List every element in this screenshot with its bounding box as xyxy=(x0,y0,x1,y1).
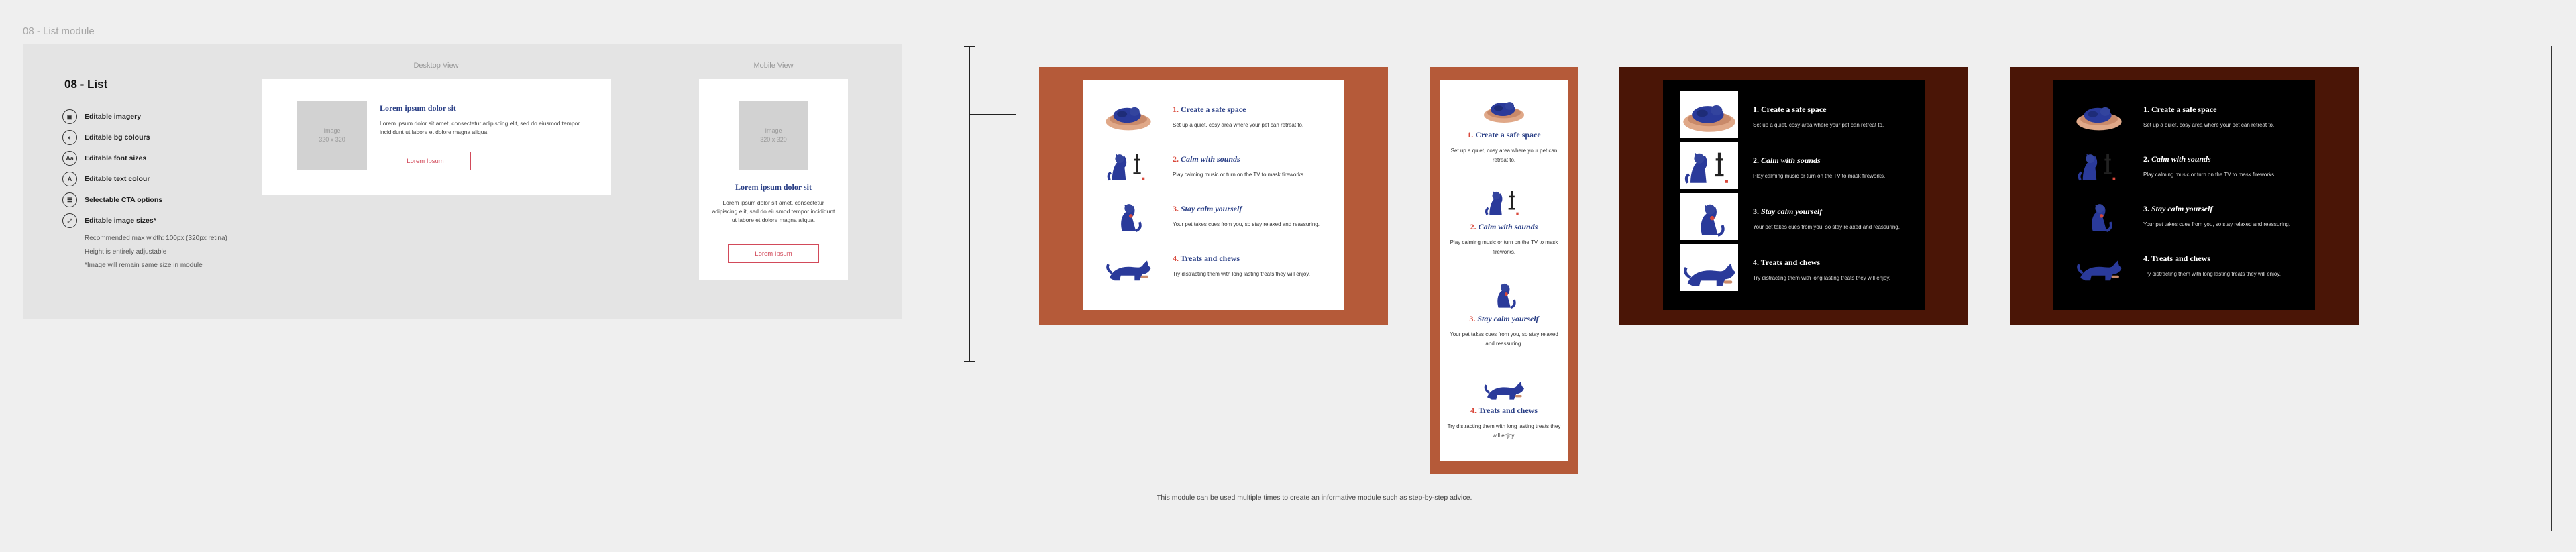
step-title xyxy=(1173,204,1334,214)
step-title xyxy=(2143,204,2304,214)
step-title-text: Treats and chews xyxy=(2151,254,2211,263)
frame-title: 08 - List module xyxy=(23,25,95,37)
list-card xyxy=(2053,80,2315,310)
image-size-icon: ⤢ xyxy=(62,213,77,228)
step-description: Your pet takes cues from you, so stay relaxed and reassuring. xyxy=(1173,221,1320,227)
text-colour-icon: A xyxy=(62,172,77,186)
feature-label: Editable image sizes* xyxy=(85,217,156,225)
connector-line xyxy=(969,47,970,362)
dog-sitting-icon xyxy=(1680,193,1738,240)
step-title-text: Stay calm yourself xyxy=(1477,314,1539,323)
step-description: Try distracting them with long lasting treats they will enjoy. xyxy=(1173,271,1310,277)
step-title xyxy=(1753,207,1914,217)
connector-cap xyxy=(964,361,975,362)
step-description: Play calming music or turn on the TV to mask fireworks. xyxy=(1753,173,1886,179)
step-title-text: Create a safe space xyxy=(2151,105,2217,114)
step-number: 4. xyxy=(1753,258,1759,267)
step-number: 1. xyxy=(1173,105,1179,114)
step-description: Set up a quiet, cosy area where your pet can retreat to. xyxy=(1450,148,1558,163)
placeholder-label: Image xyxy=(323,127,341,134)
feature-label: Editable font sizes xyxy=(85,154,147,162)
step-description: Set up a quiet, cosy area where your pet can retreat to. xyxy=(1173,122,1304,128)
step-title xyxy=(1753,105,1914,115)
step-number: 2. xyxy=(1753,156,1759,165)
step-description: Your pet takes cues from you, so stay relaxed and reassuring. xyxy=(2143,221,2290,227)
step-title-text: Treats and chews xyxy=(1180,254,1240,263)
desktop-view-label: Desktop View xyxy=(413,62,459,70)
step-number: 4. xyxy=(1173,254,1179,263)
step-title xyxy=(2143,105,2304,115)
feature-label: Selectable CTA options xyxy=(85,196,163,204)
step-number: 3. xyxy=(2143,204,2149,213)
font-size-icon: Aa xyxy=(62,151,77,166)
connector-line xyxy=(969,114,1016,115)
step-title-text: Calm with sounds xyxy=(1181,154,1240,164)
step-description: Try distracting them with long lasting treats they will enjoy. xyxy=(1753,275,1890,281)
dog-sitting-icon xyxy=(1477,276,1531,310)
feature-item xyxy=(62,109,141,125)
desktop-card xyxy=(262,79,611,195)
step-number: 1. xyxy=(1467,130,1474,140)
step-title xyxy=(1445,222,1563,232)
dog-tv-icon xyxy=(1477,184,1531,218)
step-title-text: Calm with sounds xyxy=(1478,222,1538,231)
example-brown xyxy=(2010,67,2359,325)
desktop-body: Lorem ipsum dolor sit amet, consectetur adipiscing elit, sed do eiusmod tempor incididunt ut labore et dolore magna aliqua. xyxy=(380,120,580,135)
dog-sitting-icon xyxy=(1103,196,1154,233)
step-number: 3. xyxy=(1173,204,1179,213)
step-description: Play calming music or turn on the TV to mask fireworks. xyxy=(2143,172,2276,178)
step-description: Your pet takes cues from you, so stay relaxed and reassuring. xyxy=(1450,331,1558,347)
step-number: 3. xyxy=(1753,207,1759,216)
step-title xyxy=(1173,254,1334,264)
step-title xyxy=(1445,406,1563,416)
step-description: Play calming music or turn on the TV to mask fireworks. xyxy=(1450,239,1558,255)
step-title xyxy=(2143,254,2304,264)
step-number: 3. xyxy=(1469,314,1476,323)
image-placeholder xyxy=(739,101,808,170)
dog-sitting-icon xyxy=(2074,196,2125,233)
list-card xyxy=(1440,80,1568,461)
step-title-text: Calm with sounds xyxy=(1761,156,1821,165)
placeholder-size: 320 x 320 xyxy=(319,136,345,143)
step-number: 1. xyxy=(1753,105,1759,114)
list-card xyxy=(1663,80,1925,310)
step-title-text: Stay calm yourself xyxy=(2151,204,2213,213)
step-description: Set up a quiet, cosy area where your pet can retreat to. xyxy=(2143,122,2275,128)
spec-title: 08 - List xyxy=(64,78,108,91)
spec-note: Height is entirely adjustable xyxy=(85,248,167,256)
dog-chew-icon xyxy=(1477,368,1531,402)
step-number: 2. xyxy=(1470,222,1477,231)
step-title-text: Calm with sounds xyxy=(2151,154,2211,164)
step-title-text: Stay calm yourself xyxy=(1761,207,1823,216)
feature-item xyxy=(62,213,156,229)
dog-chew-icon xyxy=(2074,245,2125,283)
placeholder-label: Image xyxy=(765,127,782,134)
cta-button[interactable]: Lorem Ipsum xyxy=(728,244,819,263)
spec-note: Recommended max width: 100px (320px retina) xyxy=(85,235,227,242)
mobile-card xyxy=(699,79,848,280)
step-title xyxy=(1173,105,1334,115)
step-number: 2. xyxy=(1173,154,1179,164)
step-title xyxy=(2143,154,2304,164)
example-brown-boxed xyxy=(1619,67,1968,325)
step-description: Try distracting them with long lasting treats they will enjoy. xyxy=(1447,423,1561,439)
feature-label: Editable bg colours xyxy=(85,133,150,142)
step-number: 2. xyxy=(2143,154,2149,164)
feature-label: Editable text colour xyxy=(85,175,150,183)
pet-bed-icon xyxy=(1477,93,1531,126)
step-number: 4. xyxy=(2143,254,2149,263)
caption: This module can be used multiple times to create an informative module such as step-by-step advice. xyxy=(1157,494,1472,502)
dog-tv-icon xyxy=(1103,146,1154,184)
placeholder-size: 320 x 320 xyxy=(760,136,787,143)
example-orange-desktop xyxy=(1039,67,1388,325)
feature-item xyxy=(62,171,150,187)
step-description: Play calming music or turn on the TV to mask fireworks. xyxy=(1173,172,1305,178)
cta-button[interactable]: Lorem Ipsum xyxy=(380,152,471,170)
step-title-text: Stay calm yourself xyxy=(1181,204,1242,213)
step-title xyxy=(1753,258,1914,268)
cta-options-icon: ☰ xyxy=(62,192,77,207)
step-title xyxy=(1445,314,1563,324)
feature-label: Editable imagery xyxy=(85,113,142,121)
step-description: Set up a quiet, cosy area where your pet can retreat to. xyxy=(1753,122,1884,128)
step-title-text: Create a safe space xyxy=(1761,105,1827,114)
step-title-text: Treats and chews xyxy=(1478,406,1538,415)
desktop-heading: Lorem ipsum dolor sit xyxy=(380,103,456,113)
spec-note: *Image will remain same size in module xyxy=(85,262,203,269)
mobile-view-label: Mobile View xyxy=(753,62,794,70)
step-description: Your pet takes cues from you, so stay relaxed and reassuring. xyxy=(1753,224,1900,230)
step-title-text: Create a safe space xyxy=(1475,130,1541,140)
dog-chew-icon xyxy=(1680,244,1738,291)
step-title-text: Create a safe space xyxy=(1181,105,1246,114)
feature-item xyxy=(62,192,162,208)
feature-item xyxy=(62,150,146,166)
pet-bed-icon xyxy=(2074,97,2125,134)
step-title xyxy=(1753,156,1914,166)
step-title xyxy=(1445,130,1563,140)
step-description: Try distracting them with long lasting treats they will enjoy. xyxy=(2143,271,2281,277)
image-placeholder xyxy=(297,101,367,170)
dog-tv-icon xyxy=(1680,142,1738,189)
palette-icon: ◐ xyxy=(62,130,77,145)
step-number: 4. xyxy=(1470,406,1477,415)
step-title-text: Treats and chews xyxy=(1760,258,1821,267)
mobile-heading: Lorem ipsum dolor sit xyxy=(735,182,812,192)
mobile-body: Lorem ipsum dolor sit amet, consectetur adipiscing elit, sed do eiusmod tempor incididunt ut labore et dolore magna aliqua. xyxy=(712,199,835,223)
pet-bed-icon xyxy=(1103,97,1154,134)
dog-chew-icon xyxy=(1103,245,1154,283)
step-title xyxy=(1173,154,1334,164)
feature-item xyxy=(62,129,150,146)
image-icon: ▣ xyxy=(62,109,77,124)
step-number: 1. xyxy=(2143,105,2149,114)
example-orange-mobile xyxy=(1430,67,1578,474)
dog-tv-icon xyxy=(2074,146,2125,184)
pet-bed-icon xyxy=(1680,91,1738,138)
list-card xyxy=(1083,80,1344,310)
